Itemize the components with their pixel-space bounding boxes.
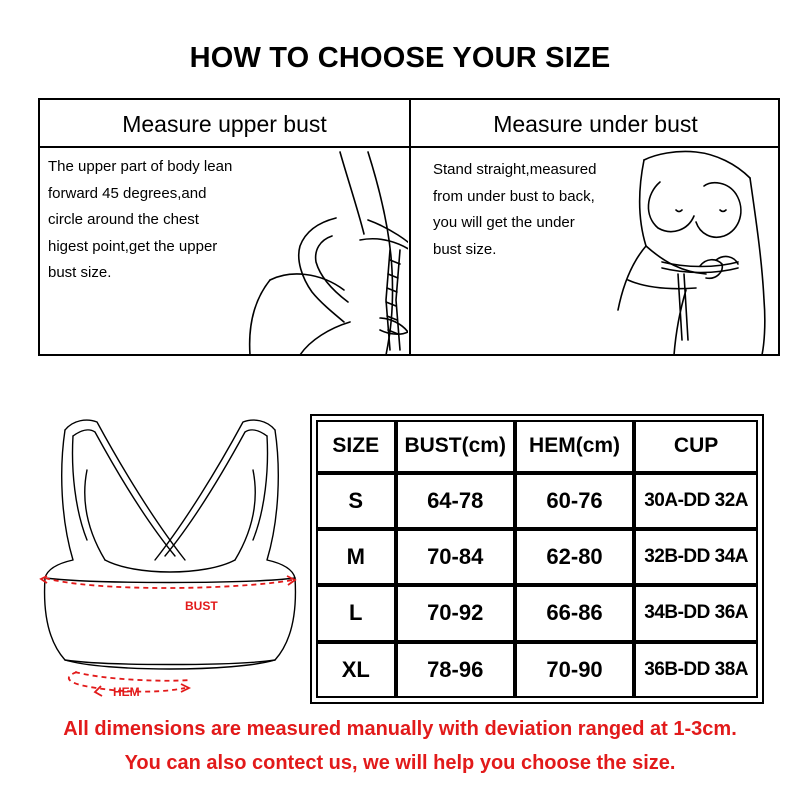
cup-cell: 30A-DD 32A — [634, 473, 758, 529]
bust-cell: 70-92 — [396, 585, 515, 641]
upper-bust-column — [40, 100, 411, 354]
hem-cell: 62-80 — [515, 529, 634, 585]
upper-bust-illustration — [240, 150, 408, 355]
cup-cell: 32B-DD 34A — [634, 529, 758, 585]
header-bust: BUST(cm) — [396, 420, 515, 473]
bra-diagram — [35, 410, 305, 710]
header-hem: HEM(cm) — [515, 420, 634, 473]
upper-bust-instructions — [48, 154, 258, 287]
table-row — [316, 642, 758, 698]
upper-bust-line: forward 45 degrees,and — [48, 184, 207, 202]
upper-bust-line: bust size. — [48, 264, 112, 281]
under-bust-line: bust size. — [433, 240, 497, 258]
size-chart — [310, 414, 764, 704]
table-row — [316, 585, 758, 641]
cup-cell: 36B-DD 38A — [634, 642, 758, 698]
hem-cell: 60-76 — [515, 473, 634, 529]
hem-cell: 66-86 — [515, 585, 634, 641]
bust-label: BUST — [185, 599, 218, 613]
table-row — [316, 529, 758, 585]
deviation-note: All dimensions are measured manually with deviation ranged at 1-3cm. — [63, 718, 737, 740]
size-cell: S — [316, 473, 396, 529]
measure-guide — [38, 98, 780, 356]
bust-cell: 70-84 — [396, 529, 515, 585]
under-bust-column — [411, 100, 780, 354]
under-bust-instructions — [433, 157, 633, 263]
bust-cell: 64-78 — [396, 473, 515, 529]
under-bust-line: Stand straight,measured — [433, 161, 597, 178]
hem-cell: 70-90 — [515, 642, 634, 698]
cup-cell: 34B-DD 36A — [634, 585, 758, 641]
under-bust-line: you will get the under — [433, 214, 575, 231]
page-title: HOW TO CHOOSE YOUR SIZE — [189, 42, 611, 74]
upper-bust-heading: Measure upper bust — [40, 100, 409, 148]
header-size: SIZE — [316, 420, 396, 473]
upper-bust-line: higest point,get the upper — [48, 237, 218, 255]
size-cell: XL — [316, 642, 396, 698]
size-cell: L — [316, 585, 396, 641]
header-cup: CUP — [634, 420, 758, 473]
size-cell: M — [316, 529, 396, 585]
hem-label: HEM — [113, 685, 140, 699]
under-bust-line: from under bust to back, — [433, 187, 595, 205]
contact-note: You can also contect us, we will help you choose the size. — [124, 752, 676, 774]
bust-cell: 78-96 — [396, 642, 515, 698]
size-chart-header-row — [316, 420, 758, 473]
under-bust-illustration — [616, 150, 776, 355]
upper-bust-line: The upper part of body lean — [48, 158, 233, 175]
table-row — [316, 473, 758, 529]
upper-bust-line: circle around the chest — [48, 211, 199, 228]
under-bust-heading: Measure under bust — [411, 100, 780, 148]
